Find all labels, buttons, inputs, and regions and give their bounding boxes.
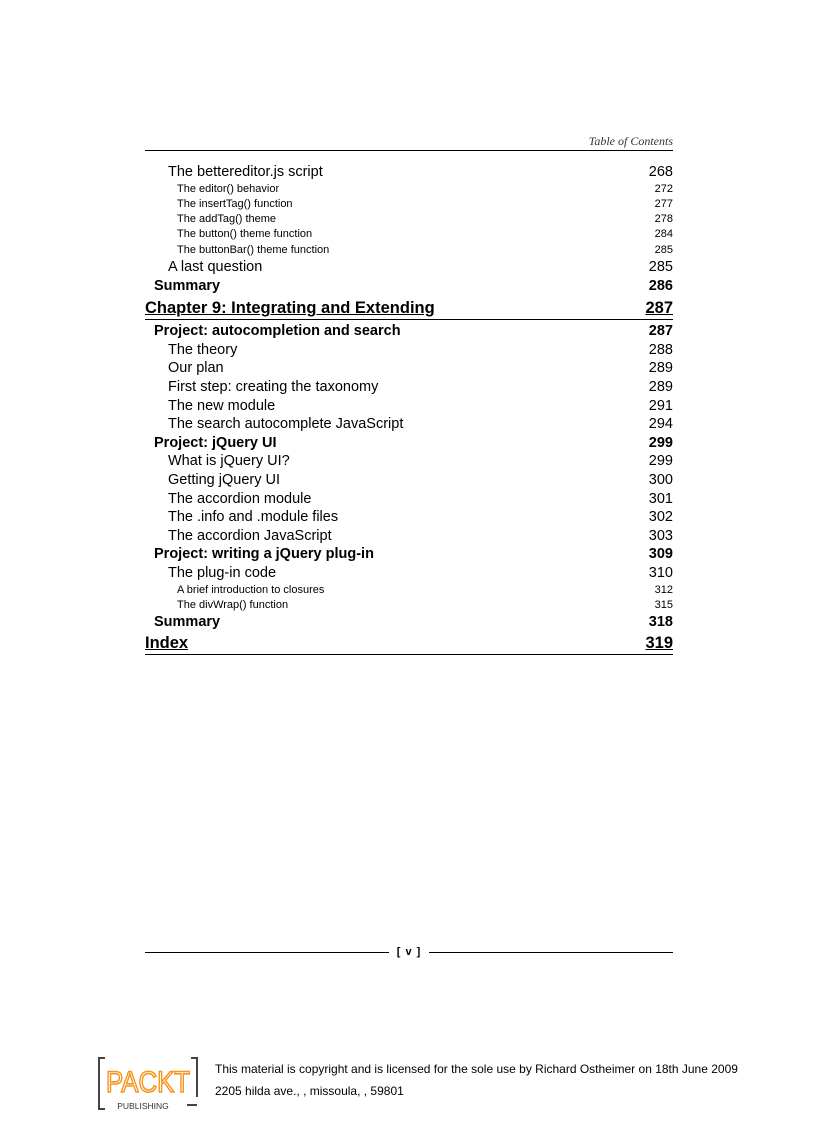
page-number: [ v ] <box>396 946 422 958</box>
toc-title: The search autocomplete JavaScript <box>168 416 404 433</box>
toc-chapter-page: 287 <box>645 299 673 318</box>
footer-rule-left <box>145 952 389 953</box>
toc-page: 277 <box>654 197 673 210</box>
toc-page: 303 <box>648 527 673 544</box>
packt-logo <box>97 1055 199 1112</box>
table-of-contents <box>145 163 673 657</box>
toc-title: The .info and .module files <box>168 509 339 526</box>
header-rule <box>145 150 673 151</box>
toc-title: Summary <box>154 614 221 631</box>
toc-page: 299 <box>648 453 673 470</box>
toc-page: 289 <box>648 379 673 396</box>
toc-page: 310 <box>648 564 673 581</box>
toc-entry[interactable] <box>145 243 673 258</box>
toc-entry[interactable] <box>145 434 673 453</box>
toc-page: 285 <box>648 259 673 276</box>
toc-title: The button() theme function <box>177 228 313 241</box>
toc-entry[interactable] <box>145 490 673 509</box>
toc-title: The accordion module <box>168 490 312 507</box>
toc-page: 278 <box>654 213 673 226</box>
toc-title: The accordion JavaScript <box>168 527 332 544</box>
toc-index-title: Index <box>145 633 189 652</box>
svg-text:PACKT: PACKT <box>106 1066 190 1099</box>
toc-entry[interactable] <box>145 227 673 242</box>
toc-entry[interactable] <box>145 564 673 583</box>
svg-text:PUBLISHING: PUBLISHING <box>117 1101 169 1111</box>
toc-title: The divWrap() function <box>177 598 289 611</box>
toc-entry[interactable] <box>145 322 673 341</box>
toc-entry[interactable] <box>145 197 673 212</box>
toc-index-page: 319 <box>645 633 673 652</box>
toc-index[interactable] <box>145 632 673 655</box>
toc-entry[interactable] <box>145 598 673 613</box>
toc-page: 287 <box>648 323 673 340</box>
toc-entry[interactable] <box>145 471 673 490</box>
toc-title: Getting jQuery UI <box>168 472 281 489</box>
toc-page: 285 <box>654 243 673 256</box>
toc-entry[interactable] <box>145 163 673 182</box>
toc-title: First step: creating the taxonomy <box>168 379 379 396</box>
running-header: Table of Contents <box>588 134 673 148</box>
toc-title: A brief introduction to closures <box>177 583 325 596</box>
toc-chapter-9[interactable] <box>145 297 673 320</box>
toc-entry[interactable] <box>145 182 673 197</box>
toc-title: Project: autocompletion and search <box>154 323 401 340</box>
toc-page: 268 <box>648 164 673 180</box>
toc-title: Project: jQuery UI <box>154 434 277 451</box>
toc-page: 291 <box>648 397 673 414</box>
footer-rule-right <box>429 952 673 953</box>
toc-entry[interactable] <box>145 341 673 360</box>
toc-page: 272 <box>654 182 673 195</box>
licensee-address: 2205 hilda ave., , missoula, , 59801 <box>215 1084 404 1098</box>
toc-page: 288 <box>648 341 673 358</box>
toc-title: The theory <box>168 341 238 358</box>
toc-entry[interactable] <box>145 545 673 564</box>
toc-page: 302 <box>648 509 673 526</box>
toc-title: Project: writing a jQuery plug-in <box>154 546 374 563</box>
toc-entry[interactable] <box>145 397 673 416</box>
toc-entry[interactable] <box>145 583 673 598</box>
toc-page: 309 <box>648 546 673 563</box>
page-footer <box>145 944 673 960</box>
toc-title: The bettereditor.js script <box>168 164 323 180</box>
toc-entry[interactable] <box>145 258 673 277</box>
toc-page: 294 <box>648 416 673 433</box>
toc-entry[interactable] <box>145 508 673 527</box>
toc-page: 300 <box>648 472 673 489</box>
toc-entry[interactable] <box>145 415 673 434</box>
toc-entry[interactable] <box>145 378 673 397</box>
toc-title: The buttonBar() theme function <box>177 243 330 256</box>
toc-entry[interactable] <box>145 527 673 546</box>
toc-title: Summary <box>154 277 221 294</box>
toc-page: 286 <box>648 277 673 294</box>
toc-entry[interactable] <box>145 212 673 227</box>
toc-entry[interactable] <box>145 277 673 296</box>
toc-title: The addTag() theme <box>177 213 277 226</box>
toc-page: 312 <box>654 583 673 596</box>
toc-entry[interactable] <box>145 359 673 378</box>
toc-title: The new module <box>168 397 276 414</box>
toc-title: The editor() behavior <box>177 182 280 195</box>
toc-page: 301 <box>648 490 673 507</box>
toc-chapter-title: Chapter 9: Integrating and Extending <box>145 299 435 318</box>
toc-title: Our plan <box>168 360 224 377</box>
toc-title: The plug-in code <box>168 564 277 581</box>
toc-page: 318 <box>648 614 673 631</box>
copyright-notice: This material is copyright and is licensed for the sole use by Richard Ostheimer on 18th June 2009 <box>215 1062 738 1076</box>
toc-page: 284 <box>654 228 673 241</box>
toc-page: 299 <box>648 434 673 451</box>
toc-title: A last question <box>168 259 263 276</box>
toc-title: The insertTag() function <box>177 197 293 210</box>
toc-page: 315 <box>654 598 673 611</box>
toc-title: What is jQuery UI? <box>168 453 290 470</box>
toc-entry[interactable] <box>145 613 673 632</box>
toc-entry[interactable] <box>145 452 673 471</box>
toc-page: 289 <box>648 360 673 377</box>
